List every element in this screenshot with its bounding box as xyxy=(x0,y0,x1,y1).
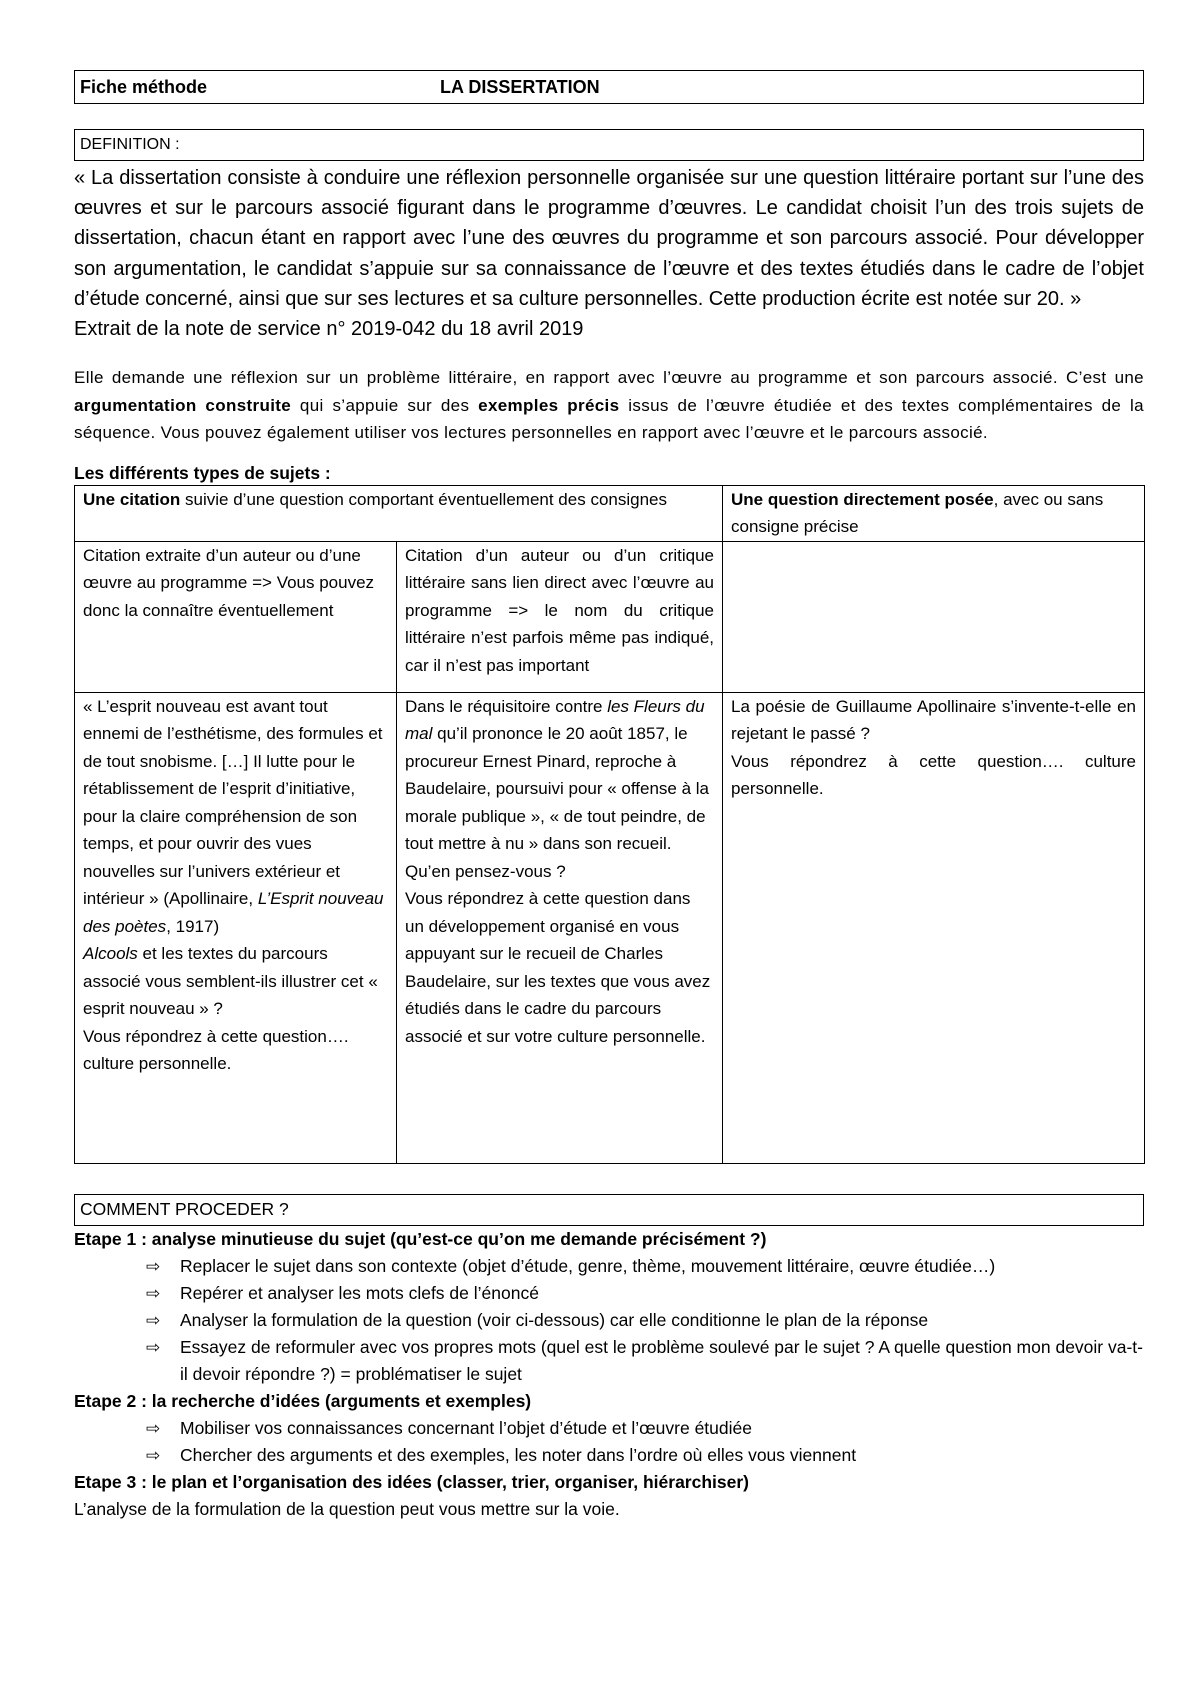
table-row xyxy=(75,541,1145,692)
table-cell xyxy=(723,692,1145,1163)
example-1-quote: « L’esprit nouveau est avant tout ennemi de l’esthétisme, des formules et de tout snobisme. […] Il lutte pour le rétablissement de l’esprit d’initiative, pour la claire compréhension de son temps, et pour ouvrir des vues nouvelles sur l’univers extérieur et intérieur » (Apollinaire, xyxy=(83,696,383,909)
example-1-collection: Alcools xyxy=(83,944,138,964)
example-3-question: La poésie de Guillaume Apollinaire s’invente-t-elle en rejetant le passé ? xyxy=(731,696,1136,744)
citation-type-title: Une citation xyxy=(83,489,181,509)
list-item-text: Mobiliser vos connaissances concernant l’objet d’étude et l’œuvre étudiée xyxy=(180,1417,752,1438)
proceed-label: COMMENT PROCEDER ? xyxy=(80,1199,289,1220)
step-3-title: Etape 3 : le plan et l’organisation des idées (classer, trier, organiser, hiérarchiser) xyxy=(74,1471,749,1492)
example-1-instruction: Vous répondrez à cette question…. culture personnelle. xyxy=(83,1026,349,1074)
example-1-question: et les textes du parcours associé vous semblent-ils illustrer cet « esprit nouveau » ? xyxy=(83,944,378,1019)
document-page xyxy=(74,70,1144,1523)
arrow-right-outline-icon: ⇨ xyxy=(146,1445,161,1465)
table-row xyxy=(75,485,1145,541)
list-item xyxy=(146,1307,1144,1334)
list-item xyxy=(146,1442,1144,1469)
citation-desc-2: Citation d’un auteur ou d’un critique littéraire sans lien direct avec l’œuvre au programme => le nom du critique littéraire n’est parfois même pas indiqué, car il n’est pas important xyxy=(405,545,714,675)
question-type-title: Une question directement posée xyxy=(731,489,994,509)
table-cell xyxy=(397,692,723,1163)
intro-text-1: Elle demande une réflexion sur un problème littéraire, en rapport avec l’œuvre au programme et son parcours associé. C’est une xyxy=(74,368,1144,388)
intro-bold-1: argumentation construite xyxy=(74,395,292,415)
example-2-instruction: Vous répondrez à cette question dans un développement organisé en vous appuyant sur le recueil de Charles Baudelaire, sur les textes que vous avez étudiés dans le cadre du parcours associé et sur votre culture personnelle. xyxy=(405,889,711,1046)
example-3-instruction: Vous répondrez à cette question…. culture personnelle. xyxy=(731,751,1136,799)
example-2-text-end: qu’il prononce le 20 août 1857, le procureur Ernest Pinard, reproche à Baudelaire, poursuivi pour « offense à la morale publique », « de tout peindre, de tout mettre à nu » dans son recueil. Qu’en pensez-vous ? xyxy=(405,724,709,881)
document-title: LA DISSERTATION xyxy=(440,76,600,97)
intro-text-3: issus de l’œuvre étudiée et des textes complémentaires de la séquence. Vous pouvez également utiliser vos lectures personnelles en rapport avec l’œuvre et le parcours associé. xyxy=(74,395,1144,443)
definition-source: Extrait de la note de service n° 2019-042 du 18 avril 2019 xyxy=(74,318,584,341)
table-cell xyxy=(75,541,397,692)
intro-text-2: qui s’appuie sur des xyxy=(291,395,479,415)
list-item xyxy=(146,1280,1144,1307)
example-1-work: L’Esprit nouveau des poètes xyxy=(83,889,384,936)
table-header-citation xyxy=(75,485,723,541)
list-item-text: Replacer le sujet dans son contexte (objet d’étude, genre, thème, mouvement littéraire, œuvre étudiée…) xyxy=(180,1255,996,1276)
example-2-text: Dans le réquisitoire contre xyxy=(405,696,608,716)
step-1-list xyxy=(74,1253,1144,1388)
definition-label: DEFINITION : xyxy=(80,136,180,153)
citation-desc-1: Citation extraite d’un auteur ou d’une œuvre au programme => Vous pouvez donc la connaître éventuellement xyxy=(83,545,375,620)
header-label: Fiche méthode xyxy=(80,76,208,97)
types-heading: Les différents types de sujets : xyxy=(74,462,331,483)
arrow-right-outline-icon: ⇨ xyxy=(146,1418,161,1438)
header-box xyxy=(74,70,1144,104)
arrow-right-outline-icon: ⇨ xyxy=(146,1283,161,1303)
table-cell xyxy=(397,541,723,692)
step-2-list xyxy=(74,1415,1144,1469)
citation-type-rest: suivie d’une question comportant éventuellement des consignes xyxy=(180,489,667,509)
list-item-text: Analyser la formulation de la question (voir ci-dessous) car elle conditionne le plan de la réponse xyxy=(180,1309,929,1330)
table-cell xyxy=(75,692,397,1163)
intro-bold-2: exemples précis xyxy=(478,395,620,415)
proceed-label-box xyxy=(74,1194,1144,1226)
table-row xyxy=(75,692,1145,1163)
arrow-right-outline-icon: ⇨ xyxy=(146,1337,161,1357)
subject-types-table xyxy=(74,485,1145,1164)
definition-label-box xyxy=(74,129,1144,161)
list-item xyxy=(146,1334,1144,1388)
step-3-text: L’analyse de la formulation de la question peut vous mettre sur la voie. xyxy=(74,1498,620,1519)
question-type-rest: , avec ou sans consigne précise xyxy=(731,489,1104,537)
definition-quote: « La dissertation consiste à conduire une réflexion personnelle organisée sur une question littéraire portant sur l’une des œuvres et sur le parcours associé figurant dans le programme d’œuvres. Le candidat choisit l’un des trois sujets de dissertation, chacun étant en rapport avec l’une des œuvres du programme et son parcours associé. Pour développer son argumentation, le candidat s’appuie sur sa connaissance de l’œuvre et des textes étudiés dans le cadre de l’objet d’étude concerné, ainsi que sur ses lectures et sa culture personnelles. Cette production écrite est notée sur 20. » xyxy=(74,167,1144,310)
arrow-right-outline-icon: ⇨ xyxy=(146,1310,161,1330)
table-cell-empty xyxy=(723,541,1145,692)
list-item xyxy=(146,1415,1144,1442)
step-1-title: Etape 1 : analyse minutieuse du sujet (qu’est-ce qu’on me demande précisément ?) xyxy=(74,1228,767,1249)
list-item-text: Chercher des arguments et des exemples, les noter dans l’ordre où elles vous viennent xyxy=(180,1444,857,1465)
intro-paragraph xyxy=(74,364,1144,447)
list-item-text: Repérer et analyser les mots clefs de l’énoncé xyxy=(180,1282,539,1303)
table-header-question xyxy=(723,485,1145,541)
step-2-title: Etape 2 : la recherche d’idées (arguments et exemples) xyxy=(74,1390,532,1411)
list-item-text: Essayez de reformuler avec vos propres mots (quel est le problème soulevé par le sujet ? A quelle question mon devoir va-t-il devoir répondre ?) = problématiser le sujet xyxy=(180,1336,1143,1384)
arrow-right-outline-icon: ⇨ xyxy=(146,1256,161,1276)
example-1-quote-end: , 1917) xyxy=(166,916,220,936)
list-item xyxy=(146,1253,1144,1280)
example-2-work: les Fleurs du mal xyxy=(405,696,705,744)
